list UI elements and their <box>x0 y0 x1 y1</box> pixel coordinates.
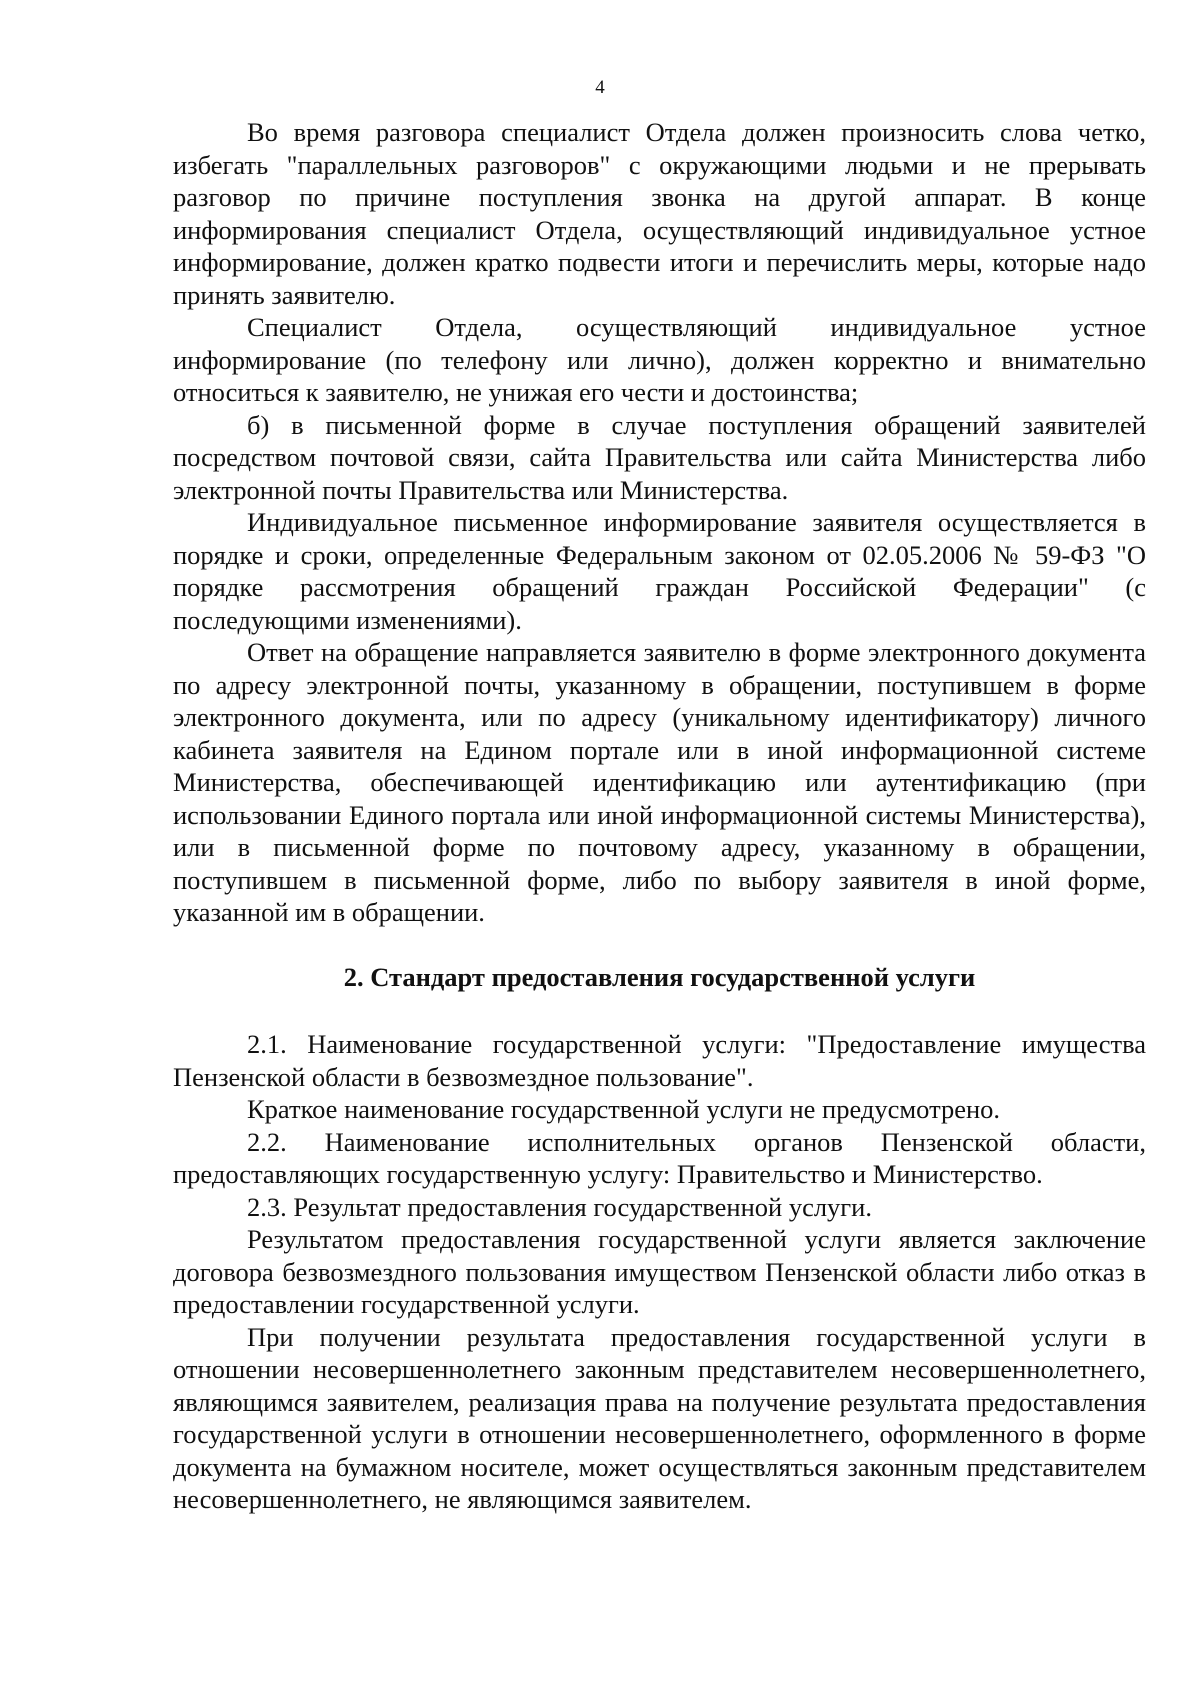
paragraph-respectful-treatment: Специалист Отдела, осуществляющий индивидуальное устное информирование (по телефону или лично), должен корректно и внимательно относиться к заявителю, не унижая его чести и достоинства; <box>173 312 1146 407</box>
paragraph-response-delivery: Ответ на обращение направляется заявителю в форме электронного документа по адресу электронной почты, указанному в обращении, поступившем в форме электронного документа, или по адресу (уникальному идентификатору) личного кабинета заявителя на Едином портале или в иной информационной системе Министерства, обеспечивающей идентификацию или аутентификацию (при использовании Единого портала или иной информационной системы Министерства), или в письменной форме по почтовому адресу, указанному в обращении, поступившем в письменной форме, либо по выбору заявителя в иной форме, указанной им в обращении. <box>173 637 1146 927</box>
paragraph-executive-bodies: 2.2. Наименование исполнительных органов Пензенской области, предоставляющих государственную услугу: Правительство и Министерство. <box>173 1126 1146 1189</box>
page-number: 4 <box>595 77 605 98</box>
paragraph-result-description: Результатом предоставления государственной услуги является заключение договора безвозмездного пользования имуществом Пензенской области либо отказ в предоставлении государственной услуги. <box>173 1224 1146 1319</box>
paragraph-individual-written-informing: Индивидуальное письменное информирование заявителя осуществляется в порядке и сроки, определенные Федеральным законом от 02.05.2006 № 59-ФЗ "О порядке рассмотрения обращений граждан Российской Федерации" (с последующими изменениями). <box>173 507 1146 635</box>
paragraph-short-name: Краткое наименование государственной услуги не предусмотрено. <box>247 1094 1001 1124</box>
paragraph-result-title: 2.3. Результат предоставления государственной услуги. <box>247 1191 872 1222</box>
paragraph-written-form: б) в письменной форме в случае поступления обращений заявителей посредством почтовой связи, сайта Правительства или сайта Министерства либо электронной почты Правительства или Министерства. <box>173 409 1146 505</box>
section-heading: 2. Стандарт предоставления государственной услуги <box>343 961 976 992</box>
document-body <box>173 116 1146 1516</box>
paragraph-minor-representative: При получении результата предоставления государственной услуги в отношении несовершеннолетнего законным представителем несовершеннолетнего, являющимся заявителем, реализация права на получение результата предоставления государственной услуги в отношении несовершеннолетнего, оформленного в форме документа на бумажном носителе, может осуществляться законным представителем несовершеннолетнего, не являющимся заявителем. <box>173 1321 1146 1514</box>
paragraph-service-name: 2.1. Наименование государственной услуги: "Предоставление имущества Пензенской области в безвозмездное пользование". <box>173 1029 1146 1092</box>
paragraph-conversation-rules: Во время разговора специалист Отдела должен произносить слова четко, избегать "параллельных разговоров" с окружающими людьми и не прерывать разговор по причине поступления звонка на другой аппарат. В конце информирования специалист Отдела, осуществляющий индивидуальное устное информирование, должен кратко подвести итоги и перечислить меры, которые надо принять заявителю. <box>173 117 1146 310</box>
